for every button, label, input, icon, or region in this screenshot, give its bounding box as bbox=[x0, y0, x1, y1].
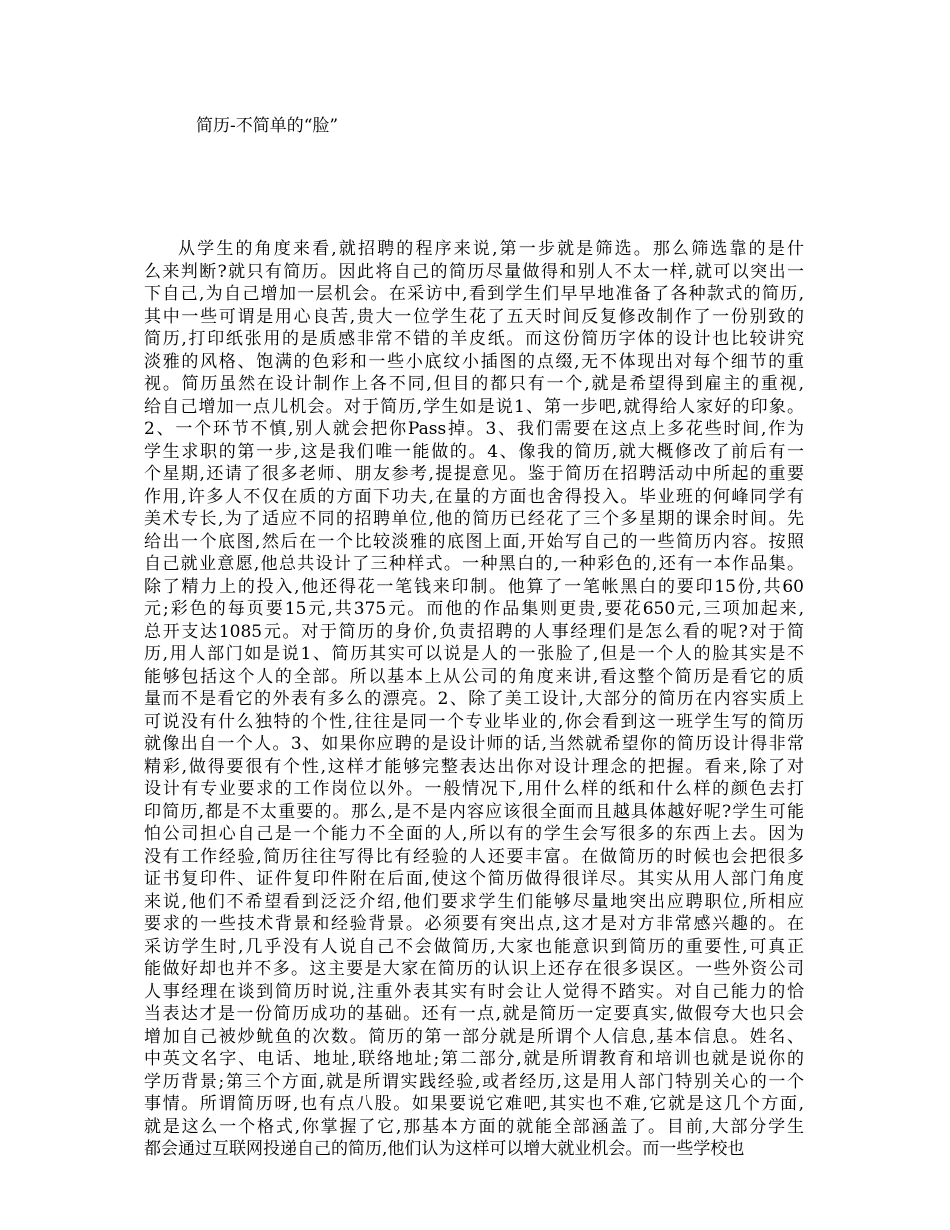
body-line: 事情。所谓简历呀,也有点八股。如果要说它难吧,其实也不难,它就是这几个方面, bbox=[144, 1094, 804, 1114]
body-line: 就是这么一个格式,你掌握了它,那基本方面的就能全部涵盖了。目前,大部分学生 bbox=[144, 1116, 804, 1137]
document-title: 简历-不简单的“脸” bbox=[196, 116, 339, 136]
body-line: 学历背景;第三个方面,就是所谓实践经验,或者经历,这是用人部门特别关心的一个 bbox=[144, 1071, 804, 1092]
body-line: 学生求职的第一步,这是我们唯一能做的。4、像我的简历,就大概修改了前后有一 bbox=[144, 441, 804, 462]
body-line: 淡雅的风格、饱满的色彩和一些小底纹小插图的点缀,无不体现出对每个细节的重 bbox=[144, 351, 804, 372]
body-line: 其中一些可谓是用心良苦,贵大一位学生花了五天时间反复修改制作了一份别致的 bbox=[144, 306, 804, 327]
body-line: 来说,他们不希望看到泛泛介绍,他们要求学生们能够尽量地突出应聘职位,所相应 bbox=[144, 891, 804, 912]
body-line: 给自己增加一点儿机会。对于简历,学生如是说1、第一步吧,就得给人家好的印象。 bbox=[144, 396, 804, 417]
body-line: 2、一个环节不慎,别人就会把你Pass掉。3、我们需要在这点上多花些时间,作为 bbox=[144, 419, 804, 439]
body-line: 都会通过互联网投递自己的简历,他们认为这样可以增大就业机会。而一些学校也 bbox=[144, 1139, 745, 1159]
body-line: 精彩,做得要很有个性,这样才能够完整表达出你对设计理念的把握。看来,除了对 bbox=[144, 756, 804, 777]
body-line: 可说没有什么独特的个性,往往是同一个专业毕业的,你会看到这一班学生写的简历 bbox=[144, 711, 804, 732]
body-line: 能够包括这个人的全部。所以基本上从公司的角度来讲,看这整个简历是看它的质 bbox=[144, 666, 804, 687]
body-line: 设计有专业要求的工作岗位以外。一般情况下,用什么样的纸和什么样的颜色去打 bbox=[144, 779, 804, 799]
body-line: 除了精力上的投入,他还得花一笔钱来印制。他算了一笔帐黑白的要印15份,共60 bbox=[144, 576, 804, 597]
body-line: 增加自己被炒鱿鱼的次数。简历的第一部分就是所谓个人信息,基本信息。姓名、 bbox=[144, 1026, 804, 1047]
body-line: 人事经理在谈到简历时说,注重外表其实有时会让人觉得不踏实。对自己能力的恰 bbox=[144, 981, 804, 1002]
body-line: 当表达才是一份简历成功的基础。还有一点,就是简历一定要真实,做假夸大也只会 bbox=[144, 1004, 804, 1024]
body-line: 历,用人部门如是说1、简历其实可以说是人的一张脸了,但是一个人的脸其实是不 bbox=[144, 644, 804, 664]
body-line: 简历,打印纸张用的是质感非常不错的羊皮纸。而这份简历字体的设计也比较讲究 bbox=[144, 329, 804, 349]
body-line: 怕公司担心自己是一个能力不全面的人,所以有的学生会写很多的东西上去。因为 bbox=[144, 824, 804, 844]
body-line: 总开支达1085元。对于简历的身价,负责招聘的人事经理们是怎么看的呢?对于简 bbox=[144, 621, 804, 642]
body-line: 要求的一些技术背景和经验背景。必须要有突出点,这才是对方非常感兴趣的。在 bbox=[144, 914, 804, 934]
body-line: 下自己,为自己增加一层机会。在采访中,看到学生们早早地准备了各种款式的简历, bbox=[144, 284, 804, 304]
body-line: 美术专长,为了适应不同的招聘单位,他的简历已经花了三个多星期的课余时间。先 bbox=[144, 509, 804, 529]
body-line: 量而不是看它的外表有多么的漂亮。2、除了美工设计,大部分的简历在内容实质上 bbox=[144, 689, 804, 709]
body-line: 中英文名字、电话、地址,联络地址;第二部分,就是所谓教育和培训也就是说你的 bbox=[144, 1049, 804, 1069]
body-line: 自己就业意愿,他总共设计了三种样式。一种黑白的,一种彩色的,还有一本作品集。 bbox=[144, 554, 804, 574]
body-line: 么来判断?就只有简历。因此将自己的简历尽量做得和别人不太一样,就可以突出一 bbox=[144, 261, 804, 282]
body-line: 证书复印件、证件复印件附在后面,使这个简历做得很详尽。其实从用人部门角度 bbox=[144, 869, 804, 889]
body-line: 元;彩色的每页要15元,共375元。而他的作品集则更贵,要花650元,三项加起来, bbox=[144, 599, 804, 619]
body-line: 给出一个底图,然后在一个比较淡雅的底图上面,开始写自己的一些简历内容。按照 bbox=[144, 531, 804, 552]
body-line: 个星期,还请了很多老师、朋友参考,提提意见。鉴于简历在招聘活动中所起的重要 bbox=[144, 464, 804, 484]
body-line: 作用,许多人不仅在质的方面下功夫,在量的方面也舍得投入。毕业班的何峰同学有 bbox=[144, 486, 804, 507]
body-line: 能做好却也并不多。这主要是大家在简历的认识上还存在很多误区。一些外资公司 bbox=[144, 959, 804, 979]
body-line: 就像出自一个人。3、如果你应聘的是设计师的话,当然就希望你的简历设计得非常 bbox=[144, 734, 804, 754]
body-line: 从学生的角度来看,就招聘的程序来说,第一步就是筛选。那么筛选靠的是什 bbox=[178, 239, 804, 259]
document-body bbox=[144, 238, 804, 1161]
body-line: 印简历,都是不太重要的。那么,是不是内容应该很全面而且越具体越好呢?学生可能 bbox=[144, 801, 804, 822]
body-line: 采访学生时,几乎没有人说自己不会做简历,大家也能意识到简历的重要性,可真正 bbox=[144, 936, 804, 957]
body-line: 没有工作经验,简历往往写得比有经验的人还要丰富。在做简历的时候也会把很多 bbox=[144, 846, 804, 867]
body-line: 视。简历虽然在设计制作上各不同,但目的都只有一个,就是希望得到雇主的重视, bbox=[144, 374, 804, 394]
